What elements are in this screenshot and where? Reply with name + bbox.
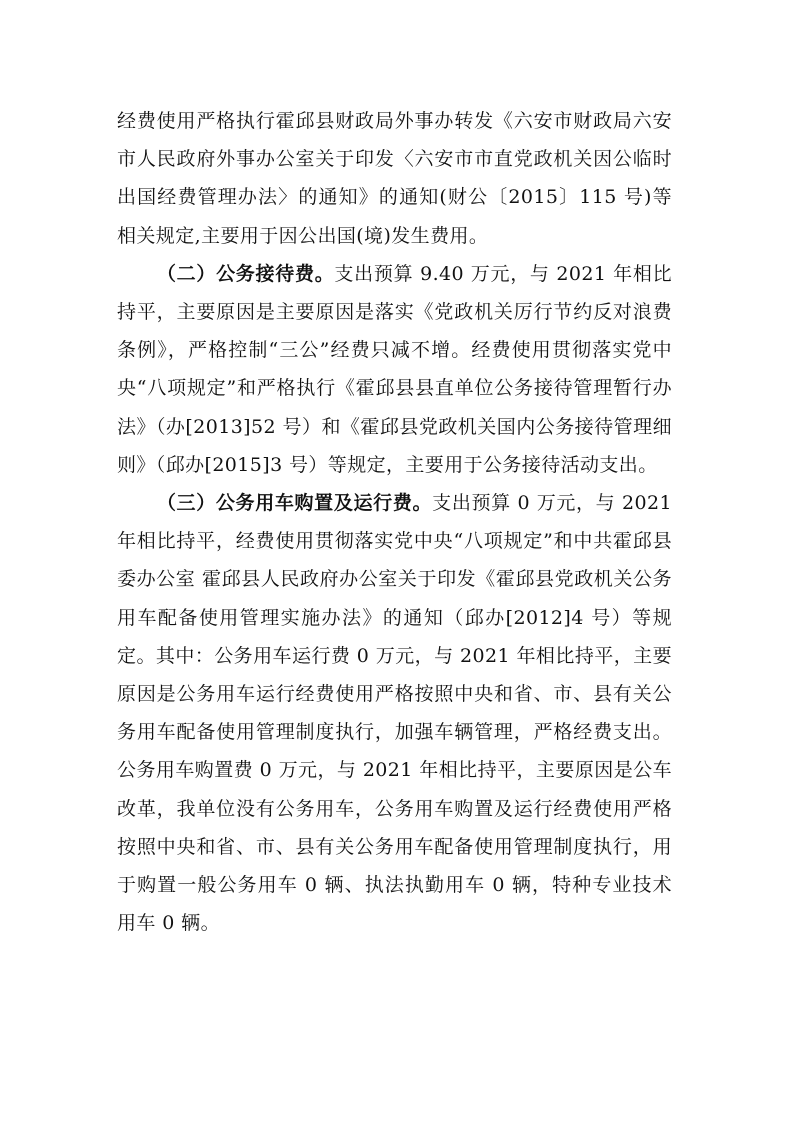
paragraph-text: 经费使用严格执行霍邱县财政局外事办转发《六安市财政局六安市人民政府外事办公室关于印发〈六安市市直党政机关因公临时出国经费管理办法〉的通知》的通知(财公〔2015〕115 号)等相关规定,主要用于因公出国(境)发生费用。	[117, 110, 672, 247]
paragraph-vehicle-expenses	[117, 484, 672, 942]
paragraph-text: 支出预算 9.40 万元，与 2021 年相比持平，主要原因是主要原因是落实《党政机关厉行节约反对浪费条例》，严格控制“三公”经费只减不增。经费使用贯彻落实党中央“八项规定”和严格执行《霍邱县县直单位公务接待管理暂行办法》（办[2013]52 号）和《霍邱县党政机关国内公务接待管理细则》（邱办[2015]3 号）等规定，主要用于公务接待活动支出。	[117, 262, 672, 476]
section-heading-reception: （二）公务接待费。	[156, 262, 335, 285]
paragraph-text: 支出预算 0 万元，与 2021 年相比持平，经费使用贯彻落实党中央“八项规定”和中共霍邱县委办公室 霍邱县人民政府办公室关于印发《霍邱县党政机关公务用车配备使用管理实施办法》的通知（邱办[2012]4 号）等规定。其中：公务用车运行费 0 万元，与 2021 年相比持平，主要原因是公务用车运行经费使用严格按照中央和省、市、县有关公务用车配备使用管理制度执行，加强车辆管理，严格经费支出。公务用车购置费 0 万元，与 2021 年相比持平，主要原因是公车改革，我单位没有公务用车，公务用车购置及运行经费使用严格按照中央和省、市、县有关公务用车配备使用管理制度执行，用于购置一般公务用车 0 辆、执法执勤用车 0 辆，特种专业技术用车 0 辆。	[117, 492, 672, 935]
paragraph-overseas-expenses	[117, 102, 672, 255]
document-body	[117, 102, 672, 942]
section-heading-vehicle: （三）公务用车购置及运行费。	[156, 492, 433, 515]
paragraph-reception-expenses	[117, 255, 672, 484]
